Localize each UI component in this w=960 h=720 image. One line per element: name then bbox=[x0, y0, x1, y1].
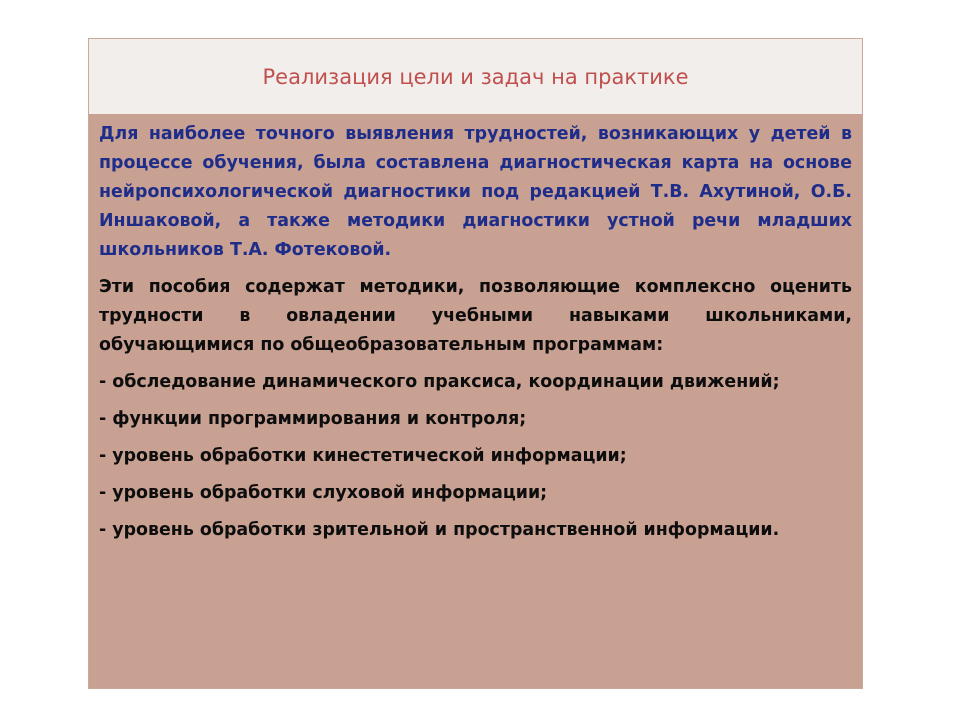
title-bar bbox=[89, 39, 862, 114]
list-item: - обследование динамического праксиса, координации движений; bbox=[99, 372, 780, 392]
list-item: - функции программирования и контроля; bbox=[99, 409, 527, 429]
slide-body bbox=[89, 114, 862, 545]
content-frame bbox=[88, 38, 863, 689]
methods-paragraph: Эти пособия содержат методики, позволяющие комплексно оценить трудности в овладении учебными навыками школьниками, обучающимися по общеобразовательным программам: bbox=[99, 277, 852, 355]
slide-title: Реализация цели и задач на практике bbox=[262, 64, 689, 89]
list-item: - уровень обработки слуховой информации; bbox=[99, 483, 548, 503]
list-item: - уровень обработки кинестетической информации; bbox=[99, 446, 627, 466]
intro-paragraph: Для наиболее точного выявления трудностей, возникающих у детей в процессе обучения, была составлена диагностическая карта на основе нейропсихологической диагностики под редакцией Т.В. Ахутиной, О.Б. Иншаковой, а также методики диагностики устной речи младших школьников Т.А. Фотековой. bbox=[99, 124, 852, 260]
list-item: - уровень обработки зрительной и пространственной информации. bbox=[99, 520, 780, 540]
